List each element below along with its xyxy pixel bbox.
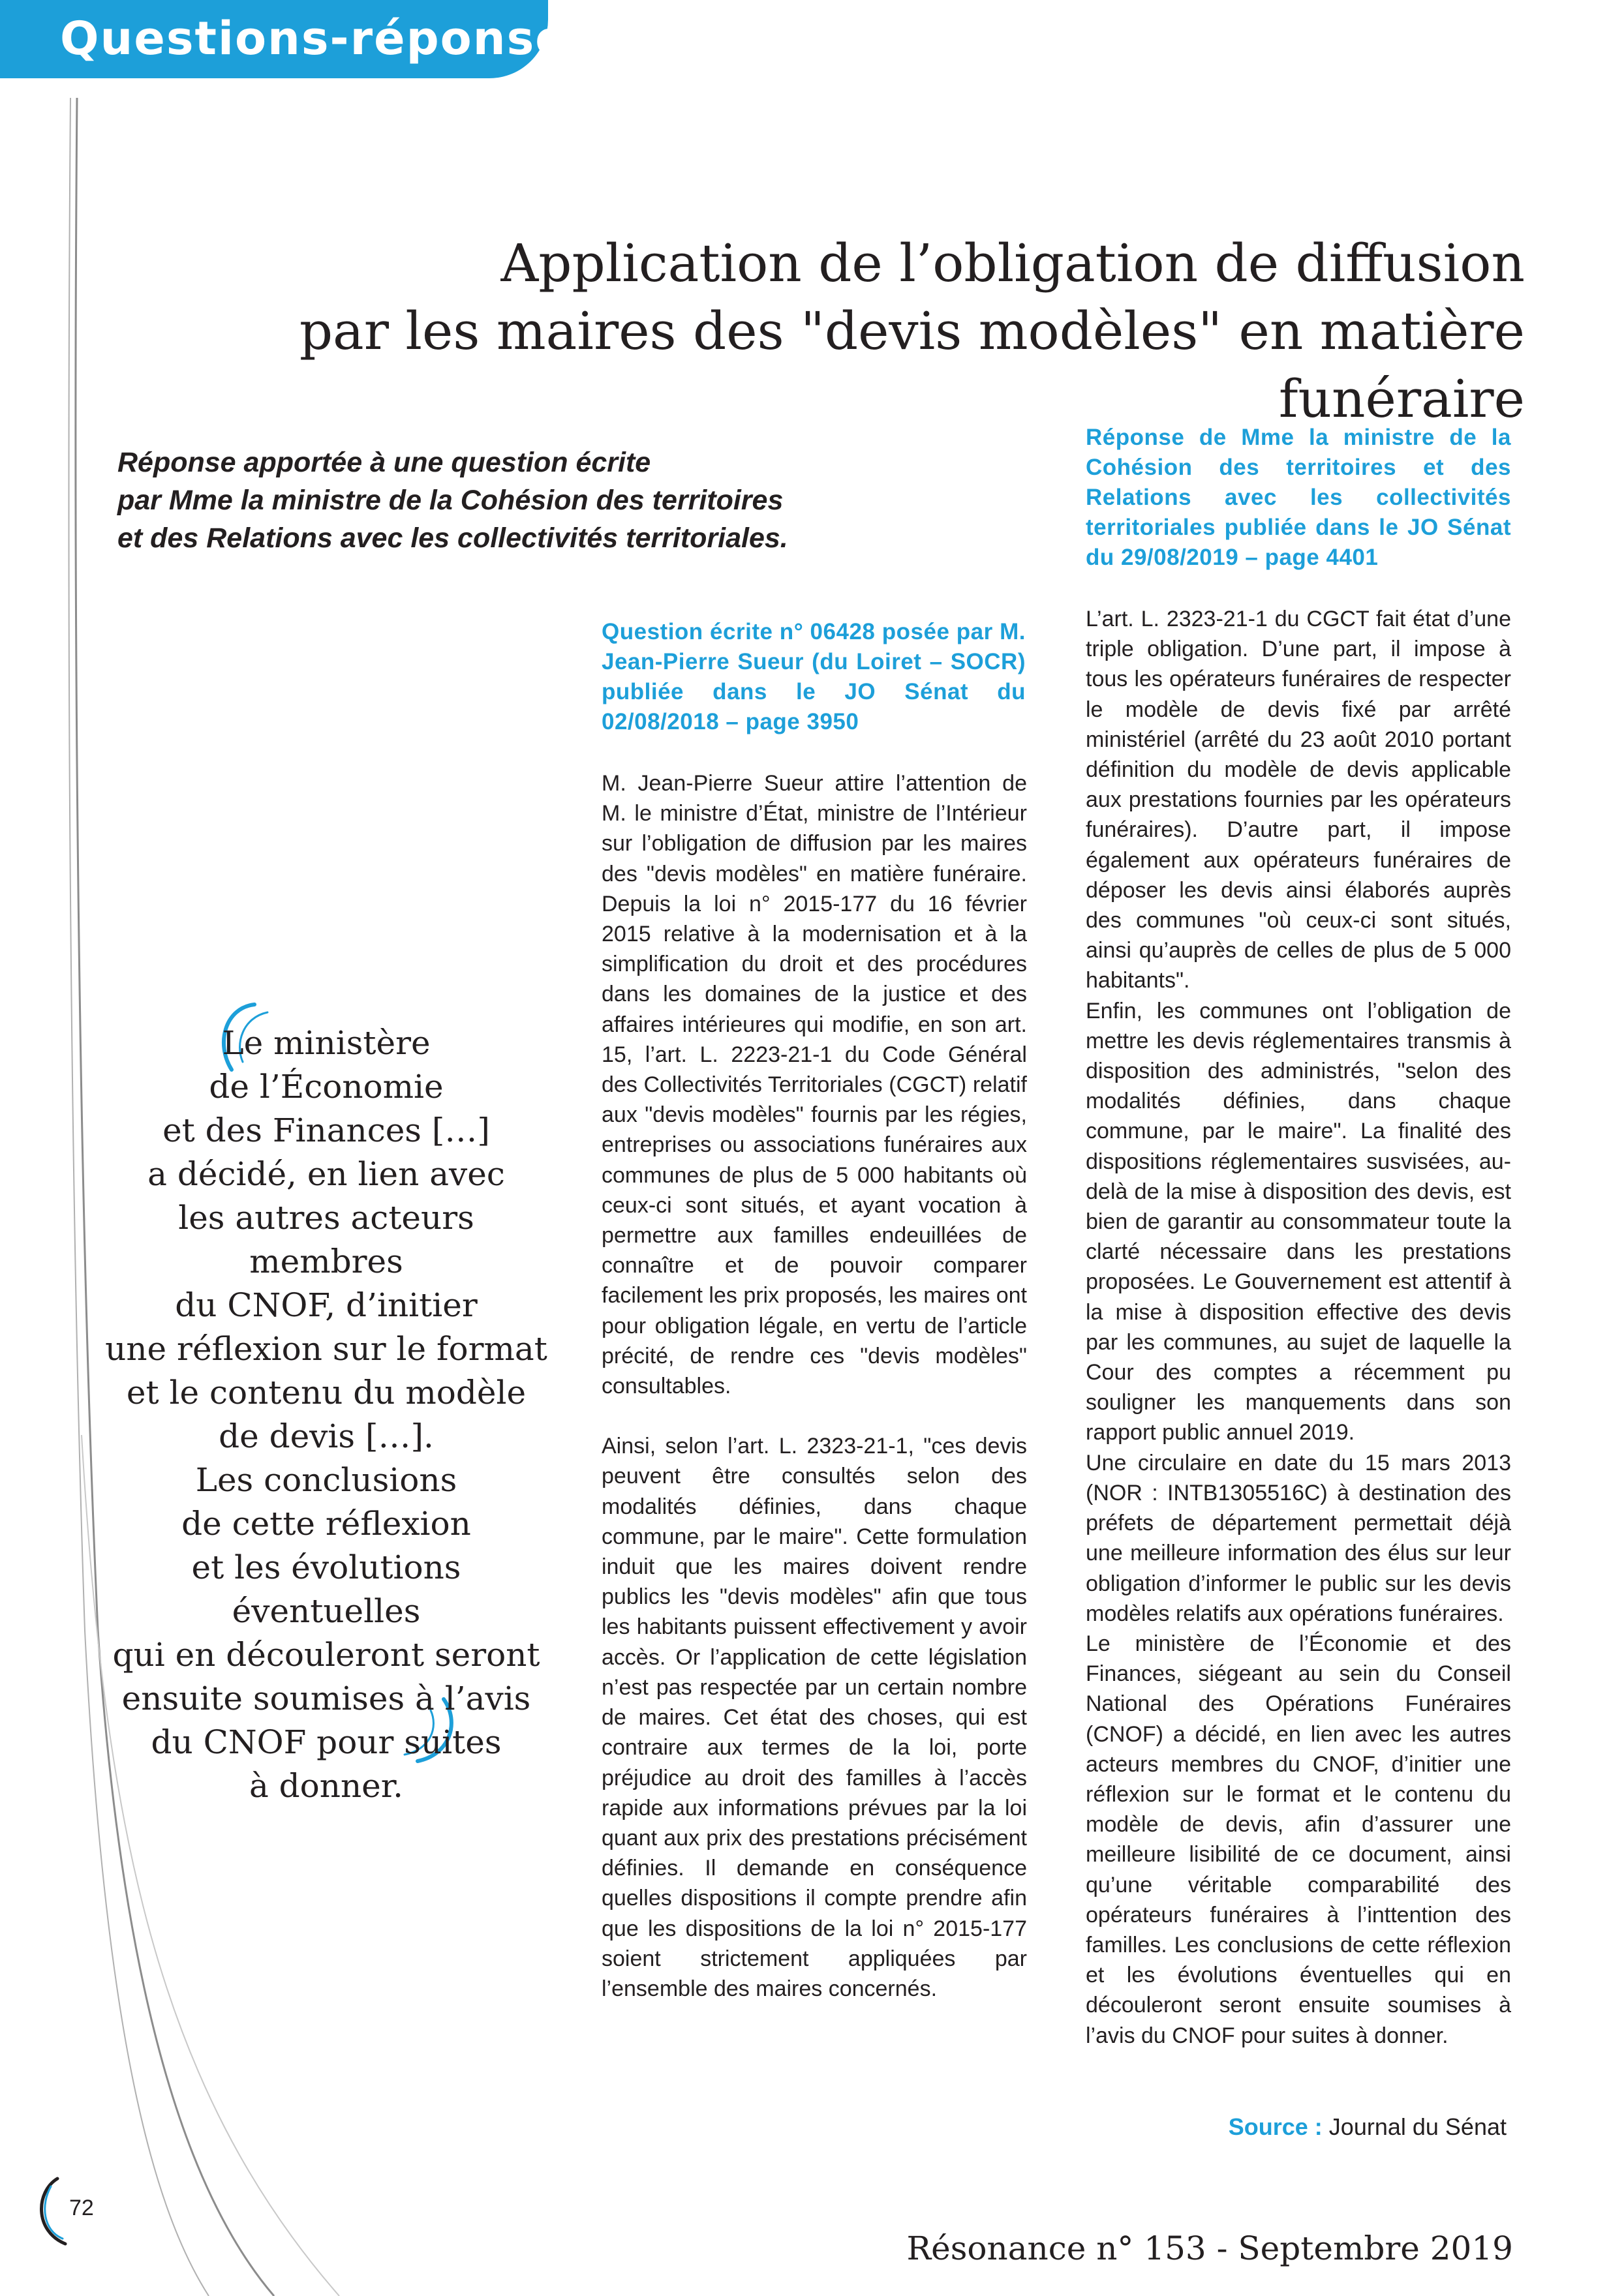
quote-line: qui en découleront seront [112,1636,540,1674]
answer-column [1086,604,1511,2051]
quote-line: les autres acteurs membres [178,1199,474,1280]
intro-line-3: et des Relations avec les collectivités territoriales. [117,522,788,554]
quote-line: du CNOF, d’initier [175,1286,478,1324]
question-paragraph-1: M. Jean-Pierre Sueur attire l’attention de M. le ministre d’État, ministre de l’Intérieur sur l’obligation de diffusion par les maires des "devis modèles" en matière funéraire. Depuis la loi n° 2015-177 du 16 février 2015 relative à la modernisation et à la simplification du droit et des procédures dans les domaines de la justice et des affaires intérieures qui modifie, en son art. 15, l’art. L. 2223-21-1 du Code Général des Collectivités Territoriales (CGCT) relatif aux "devis modèles" fournis par les régies, entreprises ou associations funéraires aux communes de plus de 5 000 habitants où ceux-ci sont situés, et ayant vocation à permettre aux familles endeuillées de connaître et de pouvoir comparer facilement les prix proposés, les maires ont pour obligation légale, en vertu de l’article précité, de rendre ces "devis modèles" consultables. [602,771,1027,1399]
question-heading: Question écrite n° 06428 posée par M. Jean-Pierre Sueur (du Loiret – SOCR) publiée dans le JO Sénat du 02/08/2018 – page 3950 [602,619,1026,734]
quote-line: de cette réflexion [181,1505,471,1543]
section-label: Questions-réponses) [60,12,619,65]
question-column [602,768,1027,2004]
article-title [89,230,1525,433]
quote-line: ensuite soumises à l’avis [121,1680,531,1717]
intro-line-1: Réponse apportée à une question écrite [117,447,651,478]
answer-heading: Réponse de Mme la ministre de la Cohésion des territoires et des Relations avec les collectivités territoriales publiée dans le JO Sénat du 29/08/2019 – page 4401 [1086,425,1511,570]
quote-line: et des Finances […] [162,1111,490,1149]
quote-line: et le contenu du modèle [126,1374,527,1412]
publication-footer: Résonance n° 153 - Septembre 2019 [906,2229,1513,2267]
source-label: Source : [1228,2113,1323,2140]
quote-line: de devis […]. [219,1417,434,1455]
page-number: 72 [69,2196,94,2220]
question-paragraph-2: Ainsi, selon l’art. L. 2323-21-1, "ces devis peuvent être consultés selon des modalités définies, dans chaque commune, par le maire". Cette formulation induit que les maires doivent rendre publics les "devis modèles" afin que tous les habitants puissent effectivement y avoir accès. Or l’application de cette législation n’est pas respectée par un certain nombre de maires. Cet état des choses, qui est contraire aux termes de la loi, porte préjudice au droit des familles à l’accès rapide aux informations prévues par la loi quant aux prix des prestations précisément définies. Il demande en conséquence quelles dispositions il compte prendre afin que les dispositions de la loi n° 2015-177 soient strictement appliquées par l’ensemble des maires concernés. [602,1434,1027,2001]
quote-line: une réflexion sur le format [105,1330,547,1368]
title-line-2: par les maires des "devis modèles" en matière funéraire [299,301,1525,429]
answer-paragraph-2: Enfin, les communes ont l’obligation de mettre les devis réglementaires transmis à disposition des administrés, "selon des modalités définies, dans chaque commune, par le maire". La finalité des dispositions réglementaires susvisées, au-delà de la mise à disposition des devis, est bien de garantir au consommateur toute la clarté nécessaire dans les prestations proposées. Le Gouvernement est attentif à la mise à disposition effective des devis par les communes, au sujet de laquelle la Cour des comptes a récemment pu souligner les manquements dans son rapport public annuel 2019. [1086,998,1511,1445]
quote-line: à donner. [249,1767,404,1805]
answer-paragraph-4: Le ministère de l’Économie et des Finances, siégeant au sein du Conseil National des Opérations Funéraires (CNOF) a décidé, en lien avec les autres acteurs membres du CNOF, d’initier une réflexion sur le format et le contenu du modèle de devis, afin d’assurer une meilleure lisibilité de ce document, ainsi qu’une véritable comparabilité des opérateurs funéraires à l’inttention des familles. Les conclusions de cette réflexion et les évolutions éventuelles qui en découleront seront ensuite soumises à l’avis du CNOF pour suites à donner. [1086,1631,1511,2048]
quote-line: a décidé, en lien avec [147,1155,505,1193]
quote-line: éventuelles [232,1592,421,1630]
quote-line: Le ministère [222,1024,431,1062]
quote-line: et les évolutions [191,1548,461,1586]
intro-line-2: par Mme la ministre de la Cohésion des territoires [117,485,784,516]
quote-line: de l’Économie [209,1068,444,1106]
article-intro [117,444,900,557]
source-credit [1229,2113,1507,2141]
pull-quote [98,1021,555,1808]
quote-line: Les conclusions [195,1461,457,1499]
quote-line: du CNOF pour suites [151,1723,502,1761]
title-line-1: Application de l’obligation de diffusion [500,233,1525,294]
answer-paragraph-3: Une circulaire en date du 15 mars 2013 (NOR : INTB1305516C) à destination des préfets de département permettait déjà une meilleure information des élus sur leur obligation d’informer le public sur les devis modèles relatifs aux opérations funéraires. [1086,1450,1511,1626]
answer-paragraph-1: L’art. L. 2323-21-1 du CGCT fait état d’une triple obligation. D’une part, il impose à tous les opérateurs funéraires de respecter le modèle de devis fixé par arrêté ministériel (arrêté du 23 août 2010 portant définition du modèle de devis applicable aux prestations fournies par les opérateurs funéraires). D’autre part, il impose également aux opérateurs funéraires de déposer les devis ainsi élaborés auprès des communes "où ceux-ci sont situés, ainsi qu’auprès de celles de plus de 5 000 habitants". [1086,607,1511,993]
source-value: Journal du Sénat [1328,2113,1507,2140]
